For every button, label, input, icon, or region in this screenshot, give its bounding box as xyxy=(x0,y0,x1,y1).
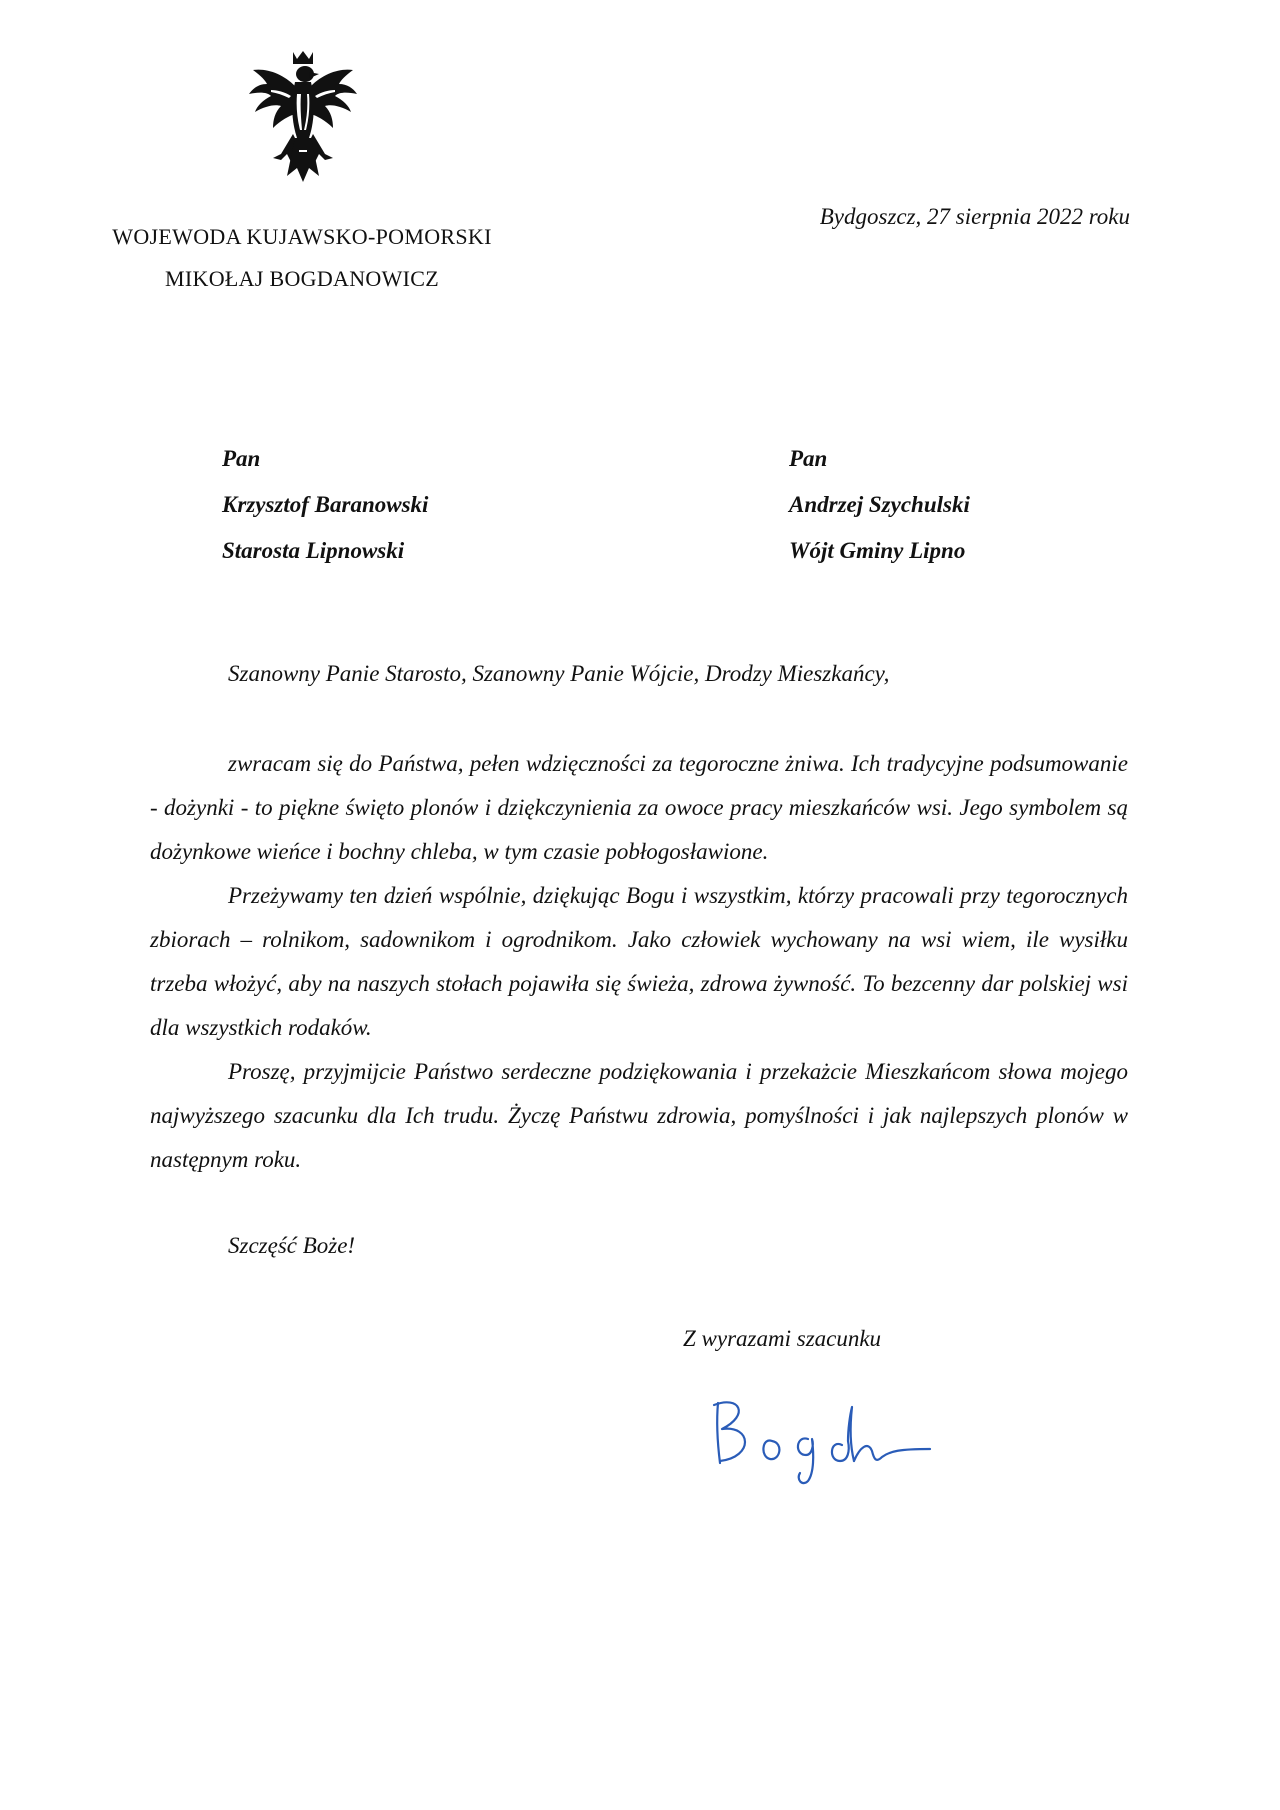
body-paragraph: Przeżywamy ten dzień wspólnie, dziękując Bogu i wszystkim, którzy pracowali przy tegorocznych zbiorach – rolnikom, sadownikom i ogrodnikom. Jako człowiek wychowany na wsi wiem, ile wysiłku trzeba włożyć, aby na naszych stołach pojawiła się świeża, zdrowa żywność. To bezcenny dar polskiej wsi dla wszystkich rodaków. xyxy=(150,883,1128,1040)
dateline: Bydgoszcz, 27 sierpnia 2022 roku xyxy=(819,204,1130,229)
addressee-title: Pan xyxy=(222,446,261,471)
addressee-left xyxy=(222,436,428,574)
body-paragraph: Proszę, przyjmijcie Państwo serdeczne podziękowania i przekażcie Mieszkańcom słowa mojego najwyższego szacunku dla Ich trudu. Życzę Państwu zdrowia, pomyślności i jak najlepszych plonów w następnym roku. xyxy=(150,1059,1128,1172)
sender-name: MIKOŁAJ BOGDANOWICZ xyxy=(165,266,439,291)
closing-phrase: Z wyrazami szacunku xyxy=(683,1326,882,1351)
letter-body xyxy=(150,742,1128,1182)
body-paragraph: zwracam się do Państwa, pełen wdzięczności za tegoroczne żniwa. Ich tradycyjne podsumowanie - dożynki - to piękne święto plonów i dziękczynienia za owoce pracy mieszkańców wsi. Jego symbolem są dożynkowe wieńce i bochny chleba, w tym czasie pobłogosławione. xyxy=(150,751,1128,864)
salutation: Szanowny Panie Starosto, Szanowny Panie Wójcie, Drodzy Mieszkańcy, xyxy=(228,661,890,686)
addressee-name: Andrzej Szychulski xyxy=(789,492,970,517)
sender-block xyxy=(72,216,532,300)
blessing: Szczęść Boże! xyxy=(228,1233,356,1258)
addressee-role: Starosta Lipnowski xyxy=(222,538,405,563)
addressee-right xyxy=(789,436,970,574)
addressee-title: Pan xyxy=(789,446,828,471)
sender-office: WOJEWODA KUJAWSKO-POMORSKI xyxy=(112,224,492,249)
handwritten-signature xyxy=(700,1385,940,1485)
addressee-role: Wójt Gminy Lipno xyxy=(789,538,966,563)
addressee-name: Krzysztof Baranowski xyxy=(222,492,429,517)
white-eagle-emblem-icon xyxy=(247,50,359,184)
